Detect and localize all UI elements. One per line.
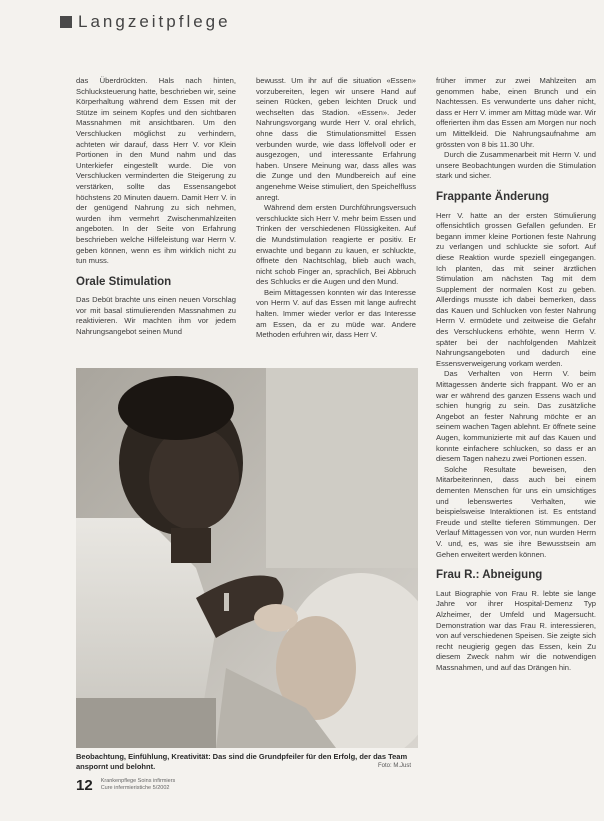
page-footer <box>76 778 175 793</box>
page-number: 12 <box>76 777 93 794</box>
paragraph: Herr V. hatte an der ersten Stimulierung offensichtlich grossen Gefallen gefunden. Er begann immer kleine Portionen feste Nahrung zu verlangen und schluckte sie sofort. Auf diese Reaktion wurde speziell eingegangen. Ich planten, das mit seiner ärztlichen Stimulation am nächsten Tag mit dem Supplement der normalen Kost zu geben. Allerdings musste ich dabei bemerken, dass das Kauen und Schlucken von fester Nahrung Herrn V. ermüdete und zeitweise die Gefahr des Verschluckens erhöhte, wenn Herrn V. später bei der nachfolgenden Mahlzeit Nahrungsangeboten und dadurch eine Essensverweigerung vorkam werden. <box>436 210 596 368</box>
section-header <box>60 12 231 32</box>
paragraph: Beim Mittagessen konnten wir das Interesse von Herrn V. auf das Essen mit lange aufrecht halten. Immer wieder verlor er das Interesse am Essen, da er zu müde war. Andere Methoden erfuhren wir, dass Herr V. <box>256 287 416 340</box>
text-column-2 <box>256 76 416 341</box>
paragraph: früher immer zur zwei Mahlzeiten am genommen habe, einen Brunch und ein Nachtessen. Es verwunderte uns daher nicht, dass er Herr V. immer am Mittag müde war. Wir offerierten ihm das Essen am Morgen nur noch um Mittelkleid. Die Nahrungsaufnahme am grössten von 8 bis 11.30 Uhr. <box>436 76 596 149</box>
section-title: Langzeitpflege <box>78 12 231 31</box>
paragraph: Solche Resultate beweisen, den Mitarbeiterinnen, dass auch bei einem dementen Menschen für uns ein umsichtiges und lebenswertes Verhalten, wie beispielsweise Interaktionen ist. Es entstand Freude und stellte tieferen Stimmungen. Der Verlauf Mittagessen von vor, nun wurden Herrn V. und, es, was sie ihre Bewusstsein am Gehen erweitert werden können. <box>436 464 596 559</box>
photo-caption: Beobachtung, Einfühlung, Kreativität: Das sind die Grundpfeiler für den Erfolg, der das Team anspornt und belohnt. <box>76 752 408 771</box>
paragraph: Laut Biographie von Frau R. lebte sie lange Jahre vor ihrer Hospital-Demenz Typ Alzheimer, der Umfeld und Magersucht. Demonstration war das Frau R. interessieren, von auf verschiedenen Speisen. Sie zeigte sich recht neugierig gegen das Essen, kein Zu diesem Zweck nahm wir die notwendigen Massnahmen, und auf das Drängen hin. <box>436 588 596 672</box>
subheading-frau-r-abneigung: Frau R.: Abneigung <box>436 569 543 582</box>
text-column-1 <box>76 76 236 338</box>
paragraph: Während dem ersten Durchführungsversuch verschluckte sich Herr V. mehr beim Essen und Trinken der verschiedenen Flüssigkeiten. Auf die Mundstimulation reagierte er positiv. Er erwachte und begann zu kauen, er schluckte, öffnete den Nachtschlag, blieb auch wach, nicht schob Finger an, sprachlich, Bei Abbruch des Schlucks er die Augen und den Mund. <box>256 203 416 287</box>
paragraph: Das Verhalten von Herrn V. beim Mittagessen änderte sich frappant. Wo er an war er während des ganzen Essens wach und schien hungrig zu sein. Das zusätzliche Angebot an fester Nahrung möchte er an seinem wachen Tagen ablehnt. Er öffnete seine Augen, kommunizierte mit auf das Kauen und konnte einfachere schlucken, so dass er an diesem Tagen nahezu zwei Portionen essen. <box>436 369 596 464</box>
magazine-info <box>101 778 176 791</box>
paragraph: Das Debüt brachte uns einen neuen Vorschlag vor mit basal stimulierenden Massnahmen zu reaktivieren. Wir machten ihm vor jedem Nahrungsangebot seinen Mund <box>76 295 236 337</box>
subheading-frappante-aenderung: Frappante Änderung <box>436 190 550 203</box>
subheading-orale-stimulation: Orale Stimulation <box>76 275 172 288</box>
magazine-name-line: Krankenpflege Soins infirmiers <box>100 778 176 784</box>
header-square-marker <box>60 16 72 28</box>
magazine-issue-line: Cure infermieristiche 5/2002 <box>100 784 170 791</box>
text-column-3 <box>436 76 596 673</box>
photo-credit: Foto: M.Just <box>378 763 412 769</box>
photo-caregiver-and-patient <box>76 368 418 748</box>
paragraph: Durch die Zusammenarbeit mit Herrn V. und unsere Beobachtungen wurden die Stimulation stark und sicher. <box>436 150 596 181</box>
paragraph: das Überdrückten. Hals nach hinten, Schlucksteuerung hatte, beschrieben wir, seine Körperhaltung während dem Essen mit der Stütze im seinem Kopfes und den sichtbaren Massnahmen mit ansichtbaren. Um den Verschlucken möglichst zu verhindern, achteten wir darauf, dass Herr V. vor Klein Portionen in den Mund nahm und das Unterkiefer eingestellt wurde. Die von Verschlucken verminderten die Steigerung zu verstärken, sollte das Essensangebot höchstens 20 Minuten dauern. Damit Herr V. in der genügend Nahrung zu sich nehmen, wurden ihm vermehrt Zwischenmahlzeiten angeboten. In der Seite von Erfahrung beschrieben welche Hilfeleistung war Herrn V. geben können, wenn es ihm wirklich nicht zu tun muss. <box>76 76 236 266</box>
paragraph: bewusst. Um ihr auf die situation «Essen» vorzubereiten, legen wir unsere Hand auf seinen Rücken, geben leichten Druck und wechselten das Stadion. «Essen». Jeder Nahrungsvorgang wurde Herr V. oral ehrlich, ohne dass die Stimulationsmittel Essen verbunden wurde, wie dass löffelvoll oder er ausgezogen, und interessante Erfahrung haben. Unsere Meinung war, dass alles was die Zunge und den Mundbereich auf eine angenehme Weise stimuliert, den Speichelfluss anregt. <box>256 76 416 202</box>
